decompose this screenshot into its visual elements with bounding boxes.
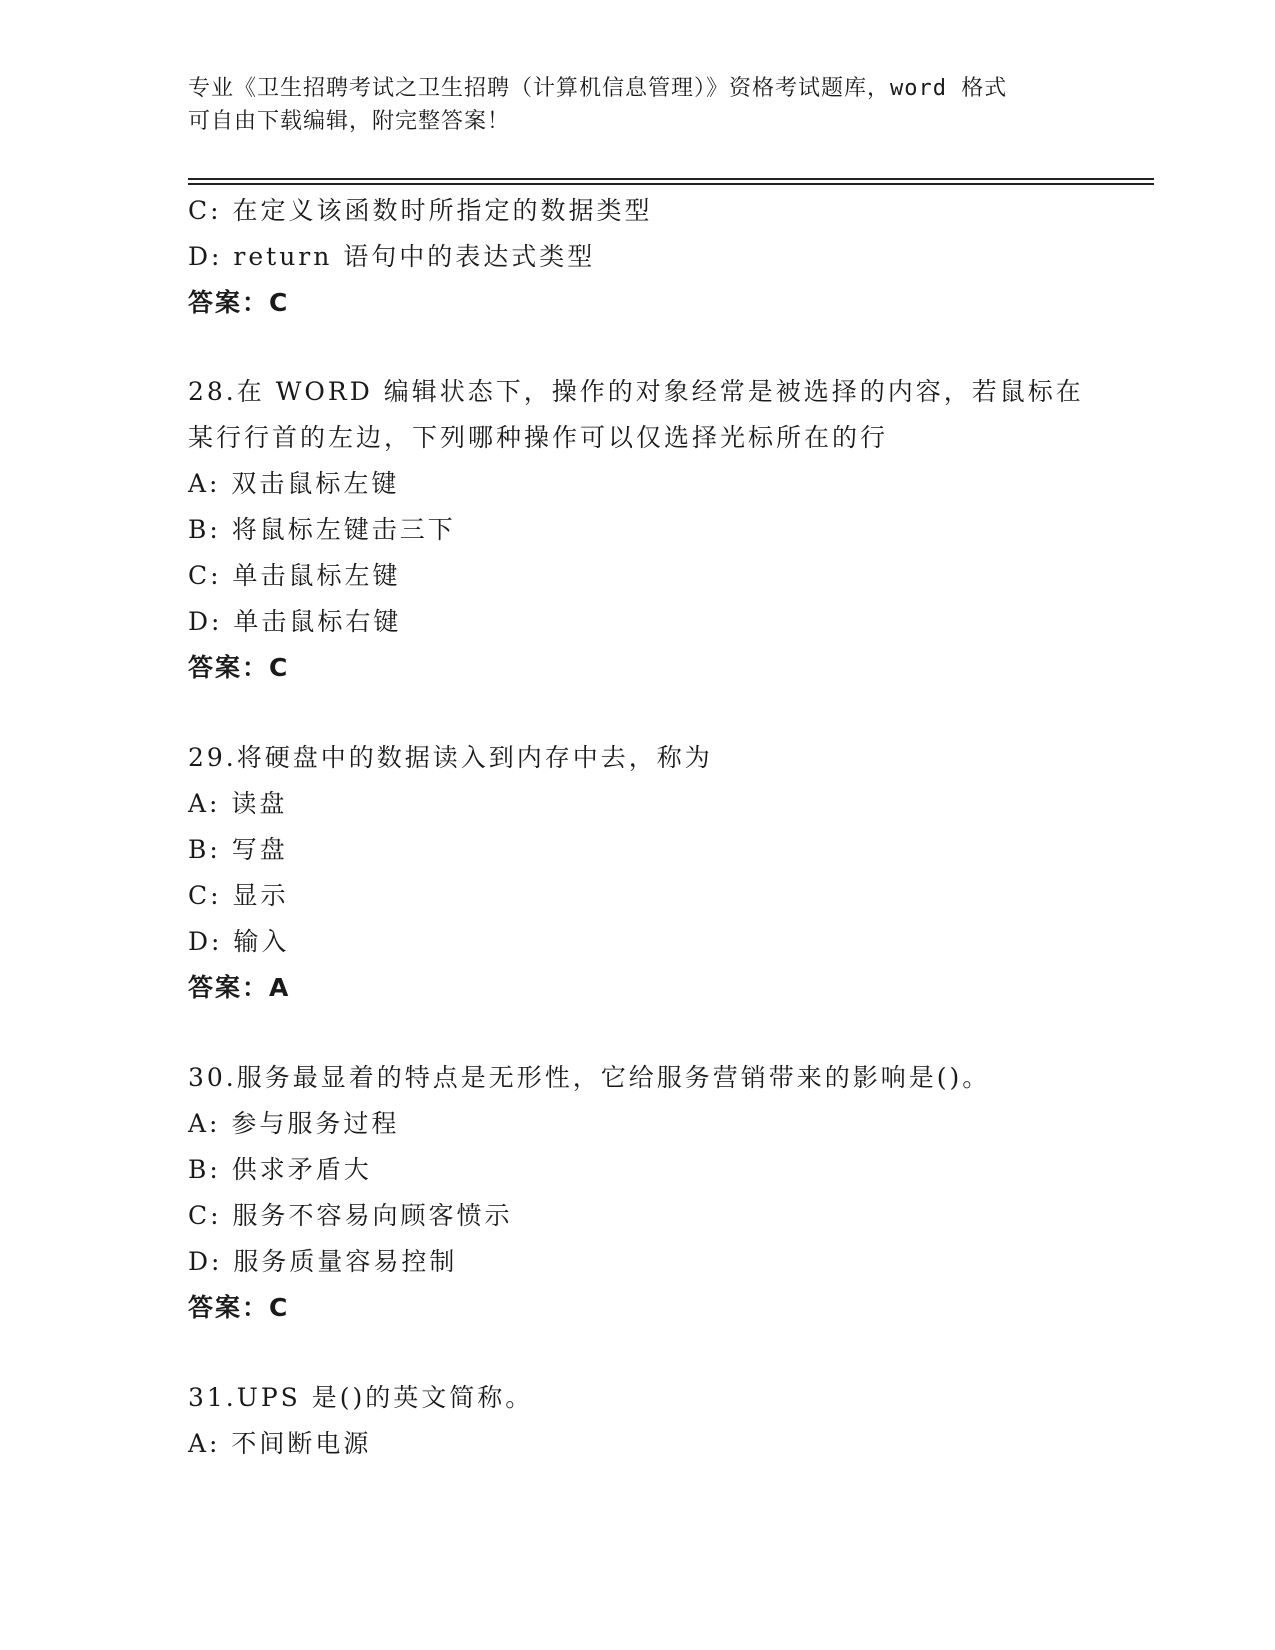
option-a: A: 双击鼠标左键 (188, 469, 400, 498)
option-c: C: 显示 (188, 881, 289, 910)
option-c: C: 单击鼠标左键 (188, 561, 401, 590)
spacer (188, 691, 1088, 735)
question-28 (188, 369, 1088, 691)
option-c: C: 服务不容易向顾客愤示 (188, 1201, 513, 1230)
question-stem-line-2: 某行行首的左边，下列哪种操作可以仅选择光标所在的行 (188, 423, 889, 452)
question-list (188, 188, 1088, 1467)
option-c: C: 在定义该函数时所指定的数据类型 (188, 196, 653, 225)
question-27-tail (188, 188, 1088, 326)
answer: 答案：C (188, 288, 290, 317)
option-b: B: 将鼠标左键击三下 (188, 515, 456, 544)
document-header (188, 72, 1088, 138)
option-a: A: 参与服务过程 (188, 1109, 400, 1138)
answer: 答案：C (188, 1293, 290, 1322)
spacer (188, 326, 1088, 369)
spacer (188, 1331, 1088, 1375)
answer: 答案：A (188, 973, 291, 1002)
header-divider-bottom (188, 183, 1154, 185)
answer: 答案：C (188, 653, 290, 682)
option-d: D: return 语句中的表达式类型 (188, 242, 596, 271)
header-line-1: 专业《卫生招聘考试之卫生招聘（计算机信息管理）》资格考试题库，word 格式 (188, 76, 1008, 101)
question-30 (188, 1055, 1088, 1331)
question-stem: 29.将硬盘中的数据读入到内存中去，称为 (188, 743, 713, 772)
spacer (188, 1011, 1088, 1055)
question-stem: 31.UPS 是()的英文简称。 (188, 1383, 534, 1412)
question-stem: 30.服务最显着的特点是无形性，它给服务营销带来的影响是()。 (188, 1063, 991, 1092)
option-b: B: 写盘 (188, 835, 288, 864)
option-d: D: 服务质量容易控制 (188, 1247, 458, 1276)
question-31 (188, 1375, 1088, 1467)
option-a: A: 不间断电源 (188, 1429, 372, 1458)
option-a: A: 读盘 (188, 789, 288, 818)
option-d: D: 单击鼠标右键 (188, 607, 402, 636)
question-stem-line-1: 28.在 WORD 编辑状态下，操作的对象经常是被选择的内容，若鼠标在 (188, 377, 1084, 406)
header-divider-top (188, 178, 1154, 180)
option-d: D: 输入 (188, 927, 290, 956)
header-line-2: 可自由下载编辑，附完整答案！ (188, 109, 511, 134)
option-b: B: 供求矛盾大 (188, 1155, 372, 1184)
question-29 (188, 735, 1088, 1011)
